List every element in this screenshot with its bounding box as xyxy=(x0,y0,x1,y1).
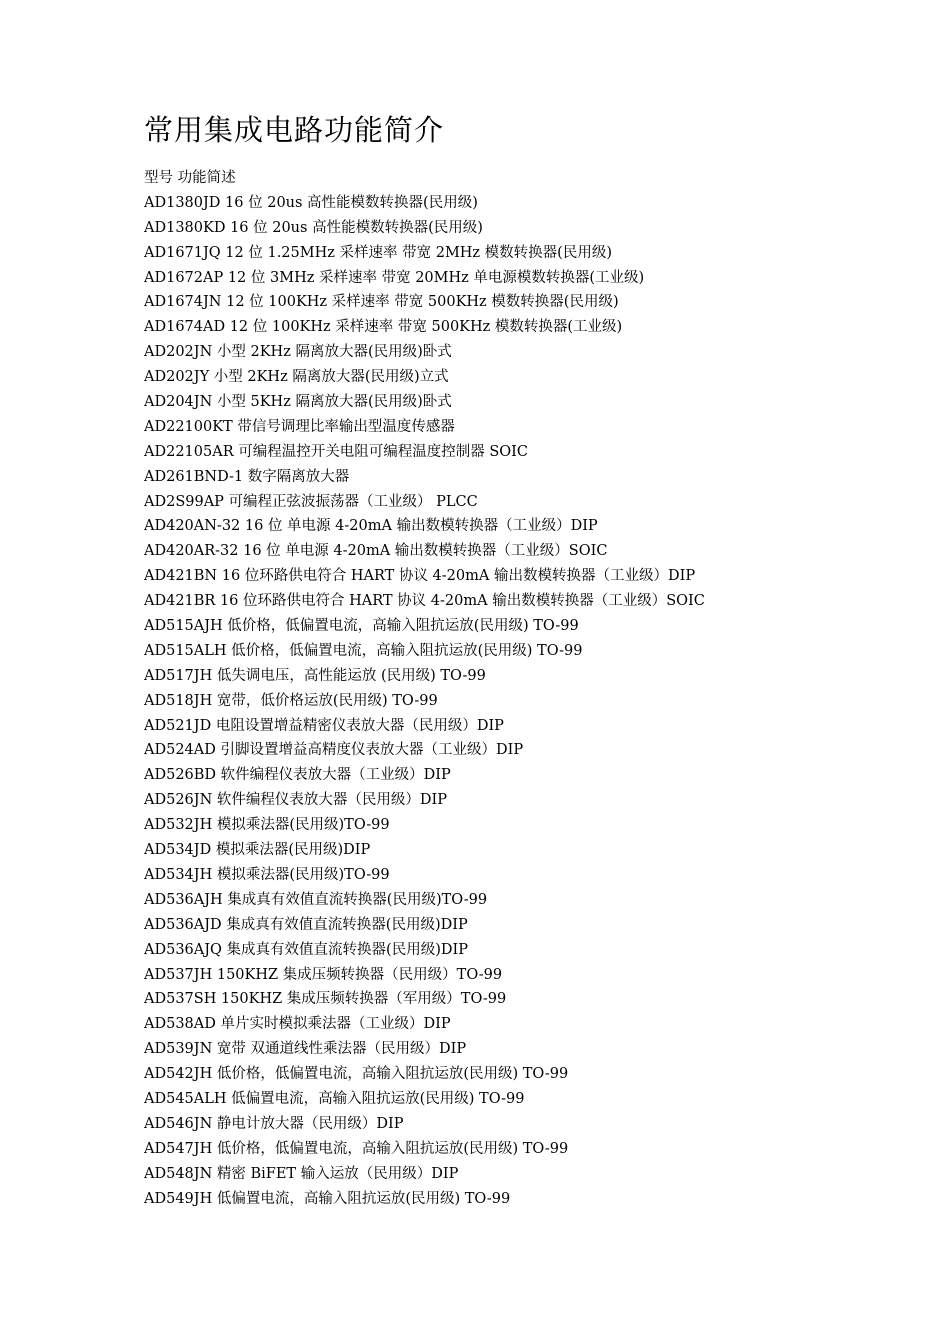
list-item: AD202JN 小型 2KHz 隔离放大器(民用级)卧式 xyxy=(144,344,452,361)
list-item: AD536AJH 集成真有效值直流转换器(民用级)TO-99 xyxy=(144,891,488,908)
list-item: AD1671JQ 12 位 1.25MHz 采样速率 带宽 2MHz 模数转换器(民用级) xyxy=(144,244,612,261)
list-item: AD1674AD 12 位 100KHz 采样速率 带宽 500KHz 模数转换器(工业级) xyxy=(144,319,623,336)
list-item: AD537SH 150KHZ 集成压频转换器（军用级）TO-99 xyxy=(144,991,507,1008)
component-list xyxy=(144,166,924,1211)
list-item: AD548JN 精密 BiFET 输入运放（民用级）DIP xyxy=(144,1165,459,1182)
page-title: 常用集成电路功能简介 xyxy=(144,113,445,147)
list-item: AD515ALH 低价格，低偏置电流，高输入阻抗运放(民用级) TO-99 xyxy=(144,642,583,659)
list-item: AD532JH 模拟乘法器(民用级)TO-99 xyxy=(144,817,390,834)
list-item: AD536AJQ 集成真有效值直流转换器(民用级)DIP xyxy=(144,941,468,958)
list-item: AD1380KD 16 位 20us 高性能模数转换器(民用级) xyxy=(144,219,483,236)
list-item: AD518JH 宽带，低价格运放(民用级) TO-99 xyxy=(144,692,438,709)
list-item: AD1380JD 16 位 20us 高性能模数转换器(民用级) xyxy=(144,194,478,211)
list-item: AD526BD 软件编程仪表放大器（工业级）DIP xyxy=(144,767,451,784)
list-item: AD204JN 小型 5KHz 隔离放大器(民用级)卧式 xyxy=(144,394,452,411)
list-item: AD542JH 低价格，低偏置电流，高输入阻抗运放(民用级) TO-99 xyxy=(144,1066,569,1083)
list-item: AD549JH 低偏置电流，高输入阻抗运放(民用级) TO-99 xyxy=(144,1190,511,1207)
list-item: AD261BND-1 数字隔离放大器 xyxy=(144,468,350,485)
list-item: AD515AJH 低价格，低偏置电流，高输入阻抗运放(民用级) TO-99 xyxy=(144,618,579,635)
list-item: AD1672AP 12 位 3MHz 采样速率 带宽 20MHz 单电源模数转换器(工业级) xyxy=(144,269,645,286)
list-item: AD526JN 软件编程仪表放大器（民用级）DIP xyxy=(144,792,447,809)
list-item: AD545ALH 低偏置电流，高输入阻抗运放(民用级) TO-99 xyxy=(144,1090,525,1107)
list-item: AD521JD 电阻设置增益精密仪表放大器（民用级）DIP xyxy=(144,717,504,734)
list-header: 型号 功能简述 xyxy=(144,170,236,186)
list-item: AD421BN 16 位环路供电符合 HART 协议 4-20mA 输出数模转换器（工业级）DIP xyxy=(144,568,696,585)
list-item: AD537JH 150KHZ 集成压频转换器（民用级）TO-99 xyxy=(144,966,503,983)
list-item: AD536AJD 集成真有效值直流转换器(民用级)DIP xyxy=(144,916,468,933)
list-item: AD2S99AP 可编程正弦波振荡器（工业级） PLCC xyxy=(144,493,478,510)
list-item: AD517JH 低失调电压，高性能运放 (民用级) TO-99 xyxy=(144,667,486,684)
list-item: AD1674JN 12 位 100KHz 采样速率 带宽 500KHz 模数转换器(民用级) xyxy=(144,294,619,311)
list-item: AD420AR-32 16 位 单电源 4-20mA 输出数模转换器（工业级）SOIC xyxy=(144,543,608,560)
list-item: AD538AD 单片实时模拟乘法器（工业级）DIP xyxy=(144,1016,451,1033)
list-item: AD22105AR 可编程温控开关电阻可编程温度控制器 SOIC xyxy=(144,443,528,460)
list-item: AD539JN 宽带 双通道线性乘法器（民用级）DIP xyxy=(144,1041,467,1058)
list-item: AD202JY 小型 2KHz 隔离放大器(民用级)立式 xyxy=(144,369,449,386)
list-item: AD546JN 静电计放大器（民用级）DIP xyxy=(144,1115,404,1132)
list-item: AD22100KT 带信号调理比率输出型温度传感器 xyxy=(144,418,455,435)
list-item: AD534JH 模拟乘法器(民用级)TO-99 xyxy=(144,866,390,883)
list-item: AD421BR 16 位环路供电符合 HART 协议 4-20mA 输出数模转换器（工业级）SOIC xyxy=(144,593,705,610)
list-item: AD420AN-32 16 位 单电源 4-20mA 输出数模转换器（工业级）DIP xyxy=(144,518,598,535)
list-item: AD547JH 低价格，低偏置电流，高输入阻抗运放(民用级) TO-99 xyxy=(144,1140,569,1157)
list-item: AD524AD 引脚设置增益高精度仪表放大器（工业级）DIP xyxy=(144,742,524,759)
list-item: AD534JD 模拟乘法器(民用级)DIP xyxy=(144,842,371,859)
